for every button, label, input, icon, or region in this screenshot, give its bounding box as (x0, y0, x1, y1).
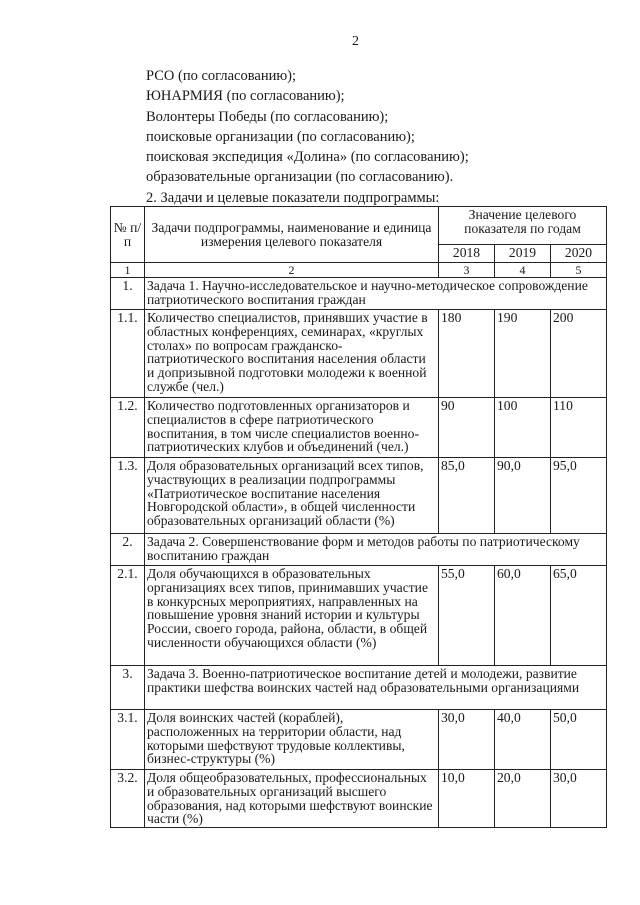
intro-line: образовательные организации (по согласованию). (146, 169, 454, 186)
intro-line: РСО (по согласованию); (146, 68, 297, 84)
row-number: 3.2. (111, 770, 145, 828)
value-2018: 85,0 (439, 458, 495, 534)
column-index: 1 (111, 263, 145, 278)
header-task: Задачи подпрограммы, наименование и единица измерения целевого показателя (145, 207, 439, 263)
column-index: 4 (495, 263, 551, 278)
indicator-row (111, 458, 607, 534)
value-2019: 90,0 (495, 458, 551, 534)
value-2019: 190 (495, 310, 551, 398)
header-year: 2020 (551, 245, 607, 263)
indicator-row (111, 770, 607, 828)
header-value-group: Значение целевого показателя по годам (439, 207, 607, 245)
intro-line: поисковые организации (по согласованию); (146, 128, 415, 145)
indicator-text: Доля обучающихся в образовательных организациях всех типов, принимавших участие в конкурсных мероприятиях, направленных на повышение уровня знаний истории и культуры России, своего города, района, области, в общей численности обучающихся области (%) (145, 566, 439, 666)
indicator-row (111, 398, 607, 458)
indicator-text: Доля общеобразовательных, профессиональных и образовательных организаций высшего образования, над которыми шефствуют воинские части (%) (145, 770, 439, 828)
indicator-text: Доля воинских частей (кораблей), расположенных на территории области, над которыми шефствуют трудовые коллективы, бизнес-структуры (%) (145, 710, 439, 770)
indicator-text: Количество специалистов, принявших участие в областных конференциях, семинарах, «круглых столах» по вопросам гражданско-патриотического воспитания населения области и допризывной подготовки молодежи к военной службе (чел.) (145, 310, 439, 398)
intro-line: ЮНАРМИЯ (по согласованию); (146, 88, 345, 105)
indicator-text: Доля образовательных организаций всех типов, участвующих в реализации подпрограммы «Патриотическое воспитание населения Новгородской области», в общей численности образовательных организаций области (%) (145, 458, 439, 534)
indicator-text: Количество подготовленных организаторов и специалистов в сфере патриотического воспитания, в том числе специалистов военно-патриотических клубов и объединений (чел.) (145, 398, 439, 458)
value-2018: 55,0 (439, 566, 495, 666)
value-2020: 200 (551, 310, 607, 398)
header-number: № п/п (111, 207, 145, 263)
row-number: 2.1. (111, 566, 145, 666)
value-2018: 10,0 (439, 770, 495, 828)
indicator-row (111, 310, 607, 398)
value-2018: 180 (439, 310, 495, 398)
value-2020: 65,0 (551, 566, 607, 666)
value-2018: 30,0 (439, 710, 495, 770)
value-2020: 95,0 (551, 458, 607, 534)
task-row (111, 278, 607, 310)
value-2020: 30,0 (551, 770, 607, 828)
row-number: 3.1. (111, 710, 145, 770)
value-2019: 20,0 (495, 770, 551, 828)
column-index: 2 (145, 263, 439, 278)
value-2020: 50,0 (551, 710, 607, 770)
section-heading: 2. Задачи и целевые показатели подпрограммы: (146, 189, 440, 206)
intro-line: поисковая экспедиция «Долина» (по согласованию); (146, 149, 469, 166)
value-2020: 110 (551, 398, 607, 458)
task-row (111, 534, 607, 566)
header-year: 2018 (439, 245, 495, 263)
task-title: Задача 2. Совершенствование форм и методов работы по патриотическому воспитанию граждан (145, 534, 607, 566)
intro-line: Волонтеры Победы (по согласованию); (146, 108, 389, 125)
value-2018: 90 (439, 398, 495, 458)
intro-list (146, 66, 469, 208)
row-number: 1.3. (111, 458, 145, 534)
row-number: 1.1. (111, 310, 145, 398)
value-2019: 40,0 (495, 710, 551, 770)
row-number: 2. (111, 534, 145, 566)
column-index: 5 (551, 263, 607, 278)
value-2019: 100 (495, 398, 551, 458)
indicator-row (111, 710, 607, 770)
indicator-row (111, 566, 607, 666)
row-number: 1.2. (111, 398, 145, 458)
column-index: 3 (439, 263, 495, 278)
row-number: 3. (111, 666, 145, 710)
goals-table (110, 206, 607, 828)
task-title: Задача 1. Научно-исследовательское и научно-методическое сопровождение патриотического воспитания граждан (145, 278, 607, 310)
row-number: 1. (111, 278, 145, 310)
task-row (111, 666, 607, 710)
header-year: 2019 (495, 245, 551, 263)
task-title: Задача 3. Военно-патриотическое воспитание детей и молодежи, развитие практики шефства воинских частей над образовательными организациями (145, 666, 607, 710)
value-2019: 60,0 (495, 566, 551, 666)
page-number: 2 (352, 34, 359, 49)
